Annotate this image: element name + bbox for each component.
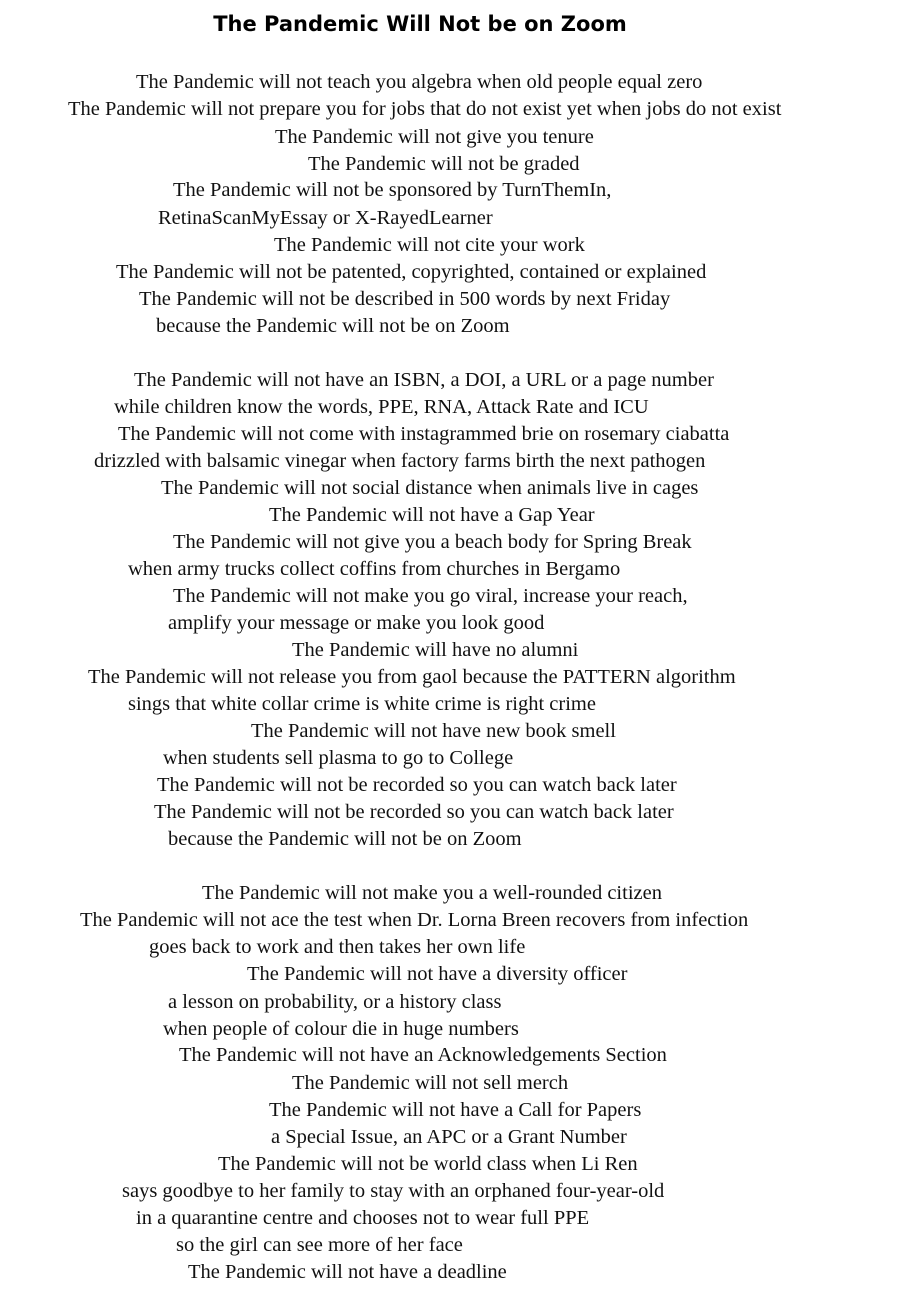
poem-line: The Pandemic will not cite your work [274, 234, 585, 256]
poem-line: a lesson on probability, or a history class [168, 991, 502, 1013]
poem-line: The Pandemic will not prepare you for jobs that do not exist yet when jobs do not exist [68, 98, 782, 120]
poem-line: RetinaScanMyEssay or X-RayedLearner [158, 207, 493, 229]
poem-line: The Pandemic will not have a deadline [188, 1261, 507, 1283]
poem-line: The Pandemic will not social distance when animals live in cages [161, 477, 699, 499]
poem-line: The Pandemic will not have a Gap Year [269, 504, 595, 526]
poem-line: The Pandemic will not sell merch [292, 1072, 569, 1094]
poem-line: The Pandemic will not give you a beach body for Spring Break [173, 531, 692, 553]
poem-line: because the Pandemic will not be on Zoom [168, 828, 522, 850]
poem-line: sings that white collar crime is white crime is right crime [128, 693, 596, 715]
poem-line: when students sell plasma to go to College [163, 747, 514, 769]
poem-line: goes back to work and then takes her own life [149, 936, 526, 958]
poem-line: The Pandemic will not have a Call for Papers [269, 1099, 642, 1121]
poem-line: The Pandemic will not be sponsored by TurnThemIn, [173, 179, 612, 201]
poem-line: in a quarantine centre and chooses not to wear full PPE [136, 1207, 590, 1229]
poem-line: The Pandemic will not make you go viral, increase your reach, [173, 585, 688, 607]
poem-line: The Pandemic will not come with instagrammed brie on rosemary ciabatta [118, 423, 730, 445]
poem-line: The Pandemic will not be recorded so you can watch back later [154, 801, 674, 823]
poem-line: The Pandemic will not be patented, copyrighted, contained or explained [116, 261, 707, 283]
poem-line: The Pandemic will not have an Acknowledgements Section [179, 1044, 667, 1066]
poem-line: so the girl can see more of her face [176, 1234, 463, 1256]
poem-line: The Pandemic will not be recorded so you can watch back later [157, 774, 677, 796]
poem-line: when people of colour die in huge numbers [163, 1018, 519, 1040]
poem-line: The Pandemic will not have a diversity officer [247, 963, 628, 985]
poem-line: The Pandemic will not teach you algebra when old people equal zero [136, 71, 703, 93]
poem-line: The Pandemic will not release you from gaol because the PATTERN algorithm [88, 666, 736, 688]
poem-line: The Pandemic will have no alumni [292, 639, 579, 661]
poem-line: The Pandemic will not be world class when Li Ren [218, 1153, 638, 1175]
poem-line: drizzled with balsamic vinegar when factory farms birth the next pathogen [94, 450, 706, 472]
poem-line: a Special Issue, an APC or a Grant Number [271, 1126, 627, 1148]
poem-line: The Pandemic will not make you a well-rounded citizen [202, 882, 662, 904]
poem-line: The Pandemic will not give you tenure [275, 126, 594, 148]
poem-line: when army trucks collect coffins from churches in Bergamo [128, 558, 621, 580]
poem-line: The Pandemic will not be graded [308, 153, 580, 175]
poem-line: amplify your message or make you look good [168, 612, 545, 634]
poem-line: The Pandemic will not be described in 500 words by next Friday [139, 288, 671, 310]
poem-line: The Pandemic will not ace the test when Dr. Lorna Breen recovers from infection [80, 909, 749, 931]
poem-line: says goodbye to her family to stay with an orphaned four-year-old [122, 1180, 665, 1202]
poem-line: while children know the words, PPE, RNA, Attack Rate and ICU [114, 396, 649, 418]
poem-line: The Pandemic will not have new book smell [251, 720, 616, 742]
poem-line: The Pandemic will not have an ISBN, a DOI, a URL or a page number [134, 369, 714, 391]
poem-line: because the Pandemic will not be on Zoom [156, 315, 510, 337]
poem-title: The Pandemic Will Not be on Zoom [213, 12, 627, 36]
